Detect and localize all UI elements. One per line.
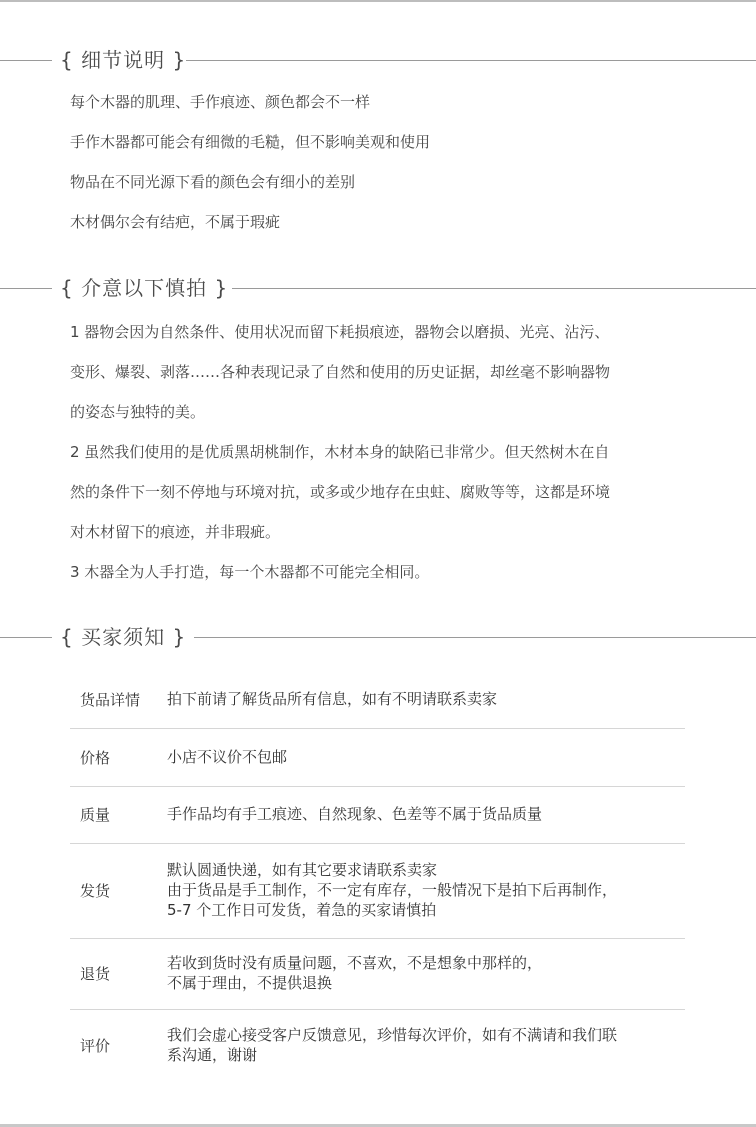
row-value-line: 系沟通，谢谢 xyxy=(167,1046,258,1064)
table-row xyxy=(70,787,685,844)
buyer-notice-table xyxy=(70,670,685,1085)
row-label: 发货 xyxy=(80,882,111,900)
row-value xyxy=(167,860,617,920)
row-label: 质量 xyxy=(80,806,111,824)
header-rule-left xyxy=(0,637,52,638)
paragraph-line: 1 器物会因为自然条件、使用状况而留下耗损痕迹，器物会以磨损、光亮、沾污、 xyxy=(70,323,610,341)
row-value-line: 由于货品是手工制作，不一定有库存，一般情况下是拍下后再制作， xyxy=(167,881,618,899)
section-header-details xyxy=(0,45,756,75)
row-value xyxy=(167,689,497,709)
row-label: 价格 xyxy=(80,749,111,767)
list-item: 每个木器的肌理、手作痕迹、颜色都会不一样 xyxy=(70,93,371,111)
table-row xyxy=(70,670,685,729)
row-value-line: 我们会虚心接受客户反馈意见，珍惜每次评价，如有不满请和我们联 xyxy=(167,1026,618,1044)
section-title: { 细节说明 } xyxy=(60,48,187,72)
paragraph-line: 变形、爆裂、剥落……各种表现记录了自然和使用的历史证据，却丝毫不影响器物 xyxy=(70,363,611,381)
row-value-line: 手作品均有手工痕迹、自然现象、色差等不属于货品质量 xyxy=(167,805,543,823)
header-rule-right xyxy=(194,637,756,638)
row-value xyxy=(167,747,287,767)
list-item: 物品在不同光源下看的颜色会有细小的差别 xyxy=(70,173,356,191)
list-item: 手作木器都可能会有细微的毛糙，但不影响美观和使用 xyxy=(70,133,431,151)
table-row xyxy=(70,1010,685,1085)
list-item: 木材偶尔会有结疤，不属于瑕疵 xyxy=(70,213,281,231)
table-row xyxy=(70,844,685,939)
paragraph-line: 3 木器全为人手打造，每一个木器都不可能完全相同。 xyxy=(70,563,430,581)
header-rule-left xyxy=(0,60,52,61)
row-value-line: 拍下前请了解货品所有信息，如有不明请联系卖家 xyxy=(167,690,498,708)
paragraph-line: 2 虽然我们使用的是优质黑胡桃制作，木材本身的缺陷已非常少。但天然树木在自 xyxy=(70,443,610,461)
row-value-line: 默认圆通快递，如有其它要求请联系卖家 xyxy=(167,861,438,879)
top-divider xyxy=(0,0,756,2)
header-rule-right xyxy=(232,288,756,289)
row-label: 退货 xyxy=(80,965,111,983)
paragraph-line: 然的条件下一刻不停地与环境对抗，或多或少地存在虫蛀、腐败等等，这都是环境 xyxy=(70,483,611,501)
section-header-caution xyxy=(0,273,756,303)
row-value xyxy=(167,953,542,993)
row-value xyxy=(167,804,542,824)
section-title: { 介意以下慎拍 } xyxy=(60,276,229,300)
section-header-buyer xyxy=(0,622,756,652)
row-label: 货品详情 xyxy=(80,691,141,709)
header-rule-right xyxy=(186,60,756,61)
row-value-line: 不属于理由，不提供退换 xyxy=(167,974,333,992)
row-value-line: 5-7 个工作日可发货，着急的买家请慎拍 xyxy=(167,901,437,919)
caution-list xyxy=(70,312,610,592)
paragraph-line: 对木材留下的痕迹，并非瑕疵。 xyxy=(70,523,281,541)
table-row xyxy=(70,729,685,787)
row-value-line: 小店不议价不包邮 xyxy=(167,748,288,766)
row-value-line: 若收到货时没有质量问题，不喜欢，不是想象中那样的， xyxy=(167,954,543,972)
header-rule-left xyxy=(0,288,52,289)
section-title: { 买家须知 } xyxy=(60,625,187,649)
paragraph-line: 的姿态与独特的美。 xyxy=(70,403,206,421)
table-row xyxy=(70,939,685,1010)
row-label: 评价 xyxy=(80,1037,111,1055)
details-list xyxy=(70,82,430,242)
row-value xyxy=(167,1025,617,1065)
